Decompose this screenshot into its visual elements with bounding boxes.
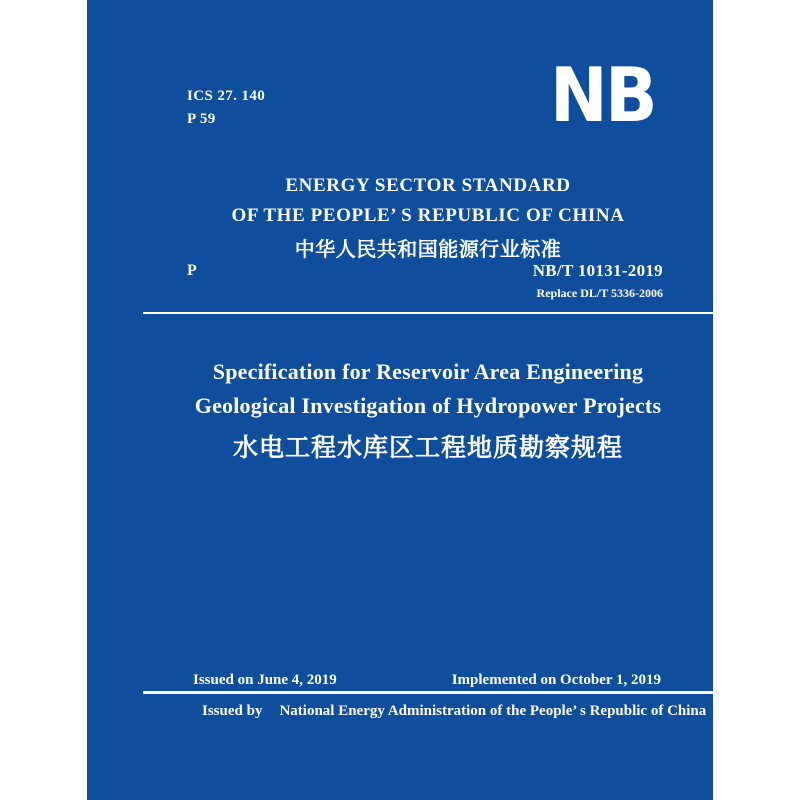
standard-number: NB/T 10131-2019 [532,261,663,280]
issuing-body: National Energy Administration of the People’ s Republic of China [279,703,707,719]
divider-line-bottom [143,691,713,694]
p-classification: P 59 [187,111,216,127]
document-title-block [143,355,713,469]
title-english-line2: Geological Investigation of Hydropower Projects [194,393,662,418]
dates-row [143,670,713,690]
issued-date: Issued on June 4, 2019 [193,672,337,688]
divider-line-top [143,312,713,314]
ics-classification-block [187,85,265,131]
replaced-standard: Replace DL/T 5336-2006 [536,286,663,300]
heading-english-line2: OF THE PEOPLE’ S REPUBLIC OF CHINA [231,205,625,226]
heading-chinese: 中华人民共和国能源行业标准 [294,237,562,261]
heading-english-line1: ENERGY SECTOR STANDARD [285,175,571,196]
standard-cover-panel [87,0,713,800]
issuer-row [143,701,713,721]
standard-code-block [533,260,663,302]
title-chinese: 水电工程水库区工程地质勘察规程 [232,435,623,462]
standard-heading-block [143,171,713,265]
p-label: P [187,262,197,279]
nb-logo: NB [550,51,655,139]
ics-code: ICS 27. 140 [187,88,266,104]
implemented-date: Implemented on October 1, 2019 [451,672,661,688]
title-english-line1: Specification for Reservoir Area Engineering [212,359,644,384]
issued-by-label: Issued by [202,703,263,719]
